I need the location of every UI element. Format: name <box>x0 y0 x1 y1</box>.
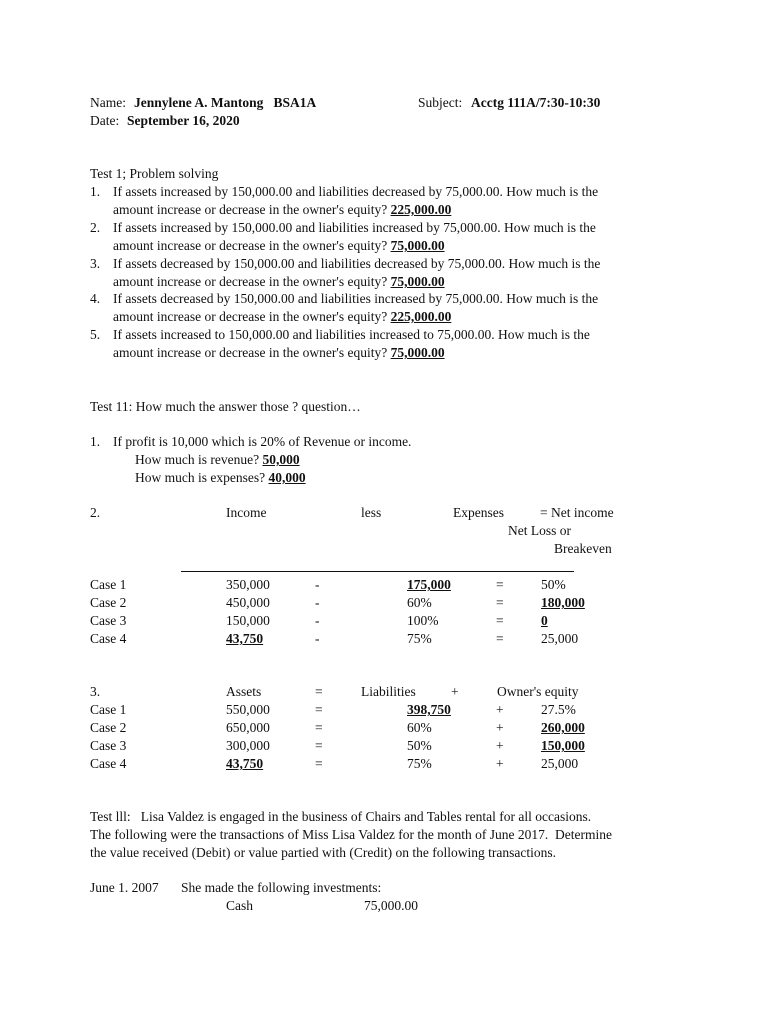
name-label: Name: <box>90 95 126 110</box>
case-label: Case 3 <box>90 613 127 628</box>
item-number: 3. <box>90 256 101 271</box>
subject-label: Subject: <box>418 95 463 110</box>
answer: 75,000.00 <box>390 238 445 253</box>
question-line-2 <box>113 344 445 361</box>
question-text: amount increase or decrease in the owner's equity? <box>113 274 388 289</box>
question-text: amount increase or decrease in the owner's equity? <box>113 202 388 217</box>
minus-sign: - <box>315 595 320 610</box>
q3-header-liabilities: Liabilities <box>361 684 416 699</box>
assets-value: 550,000 <box>226 702 270 717</box>
equals-sign: = <box>496 613 504 628</box>
income-value: 450,000 <box>226 595 270 610</box>
june-text: She made the following investments: <box>181 880 382 895</box>
q2-number: 2. <box>90 505 101 520</box>
q2-header-expenses: Expenses <box>453 505 504 520</box>
expenses-answer: 40,000 <box>268 470 306 485</box>
question-line: If assets increased by 150,000.00 and liabilities increased by 75,000.00. How much is the <box>113 220 596 235</box>
case-label: Case 1 <box>90 577 127 592</box>
q3-header-plus: + <box>451 684 459 699</box>
q2-header-rule <box>181 571 574 572</box>
income-value: 350,000 <box>226 577 270 592</box>
test3-line-2: The following were the transactions of Miss Lisa Valdez for the month of June 2017. Determine <box>90 827 612 842</box>
cash-value: 75,000.00 <box>364 898 418 913</box>
equity-value: 25,000 <box>541 756 579 771</box>
subject-value: Acctg 111A/7:30-10:30 <box>471 95 601 110</box>
q2-header-less: less <box>361 505 382 520</box>
question-line-2 <box>113 201 451 218</box>
item-number: 5. <box>90 327 101 342</box>
expenses-value: 60% <box>407 595 432 610</box>
question-text: amount increase or decrease in the owner's equity? <box>113 345 388 360</box>
minus-sign: - <box>315 613 320 628</box>
revenue-answer: 50,000 <box>262 452 300 467</box>
q3-header-assets: Assets <box>226 684 262 699</box>
q2-header-breakeven: Breakeven <box>554 541 612 556</box>
equals-sign: = <box>315 738 323 753</box>
minus-sign: - <box>315 631 320 646</box>
test1-title: Test 1; Problem solving <box>90 166 219 181</box>
case-label: Case 4 <box>90 631 127 646</box>
revenue-question: How much is revenue? <box>135 452 260 467</box>
equals-sign: = <box>496 577 504 592</box>
result-value: 180,000 <box>541 595 585 610</box>
income-value: 150,000 <box>226 613 270 628</box>
answer: 225,000.00 <box>390 309 452 324</box>
result-value: 50% <box>541 577 566 592</box>
test3-line-3: the value received (Debit) or value partied with (Credit) on the following transactions. <box>90 845 556 860</box>
question-line: If assets increased by 150,000.00 and liabilities decreased by 75,000.00. How much is the <box>113 184 599 199</box>
test3-line-1: Test lll: Lisa Valdez is engaged in the business of Chairs and Tables rental for all occasions. <box>90 809 592 824</box>
equity-value: 150,000 <box>541 738 585 753</box>
plus-sign: + <box>496 720 504 735</box>
q2-header-net-income: = Net income <box>540 505 614 520</box>
plus-sign: + <box>496 738 504 753</box>
equals-sign: = <box>315 720 323 735</box>
q1-revenue-line <box>135 451 300 468</box>
income-value: 43,750 <box>226 631 264 646</box>
assets-value: 43,750 <box>226 756 264 771</box>
q2-header-net-loss: Net Loss or <box>508 523 571 538</box>
liabilities-value: 398,750 <box>407 702 451 717</box>
question-line-2 <box>113 308 451 325</box>
q2-header-income: Income <box>226 505 267 520</box>
question-line-2 <box>113 237 445 254</box>
item-number: 1. <box>90 184 101 199</box>
q1-expenses-line <box>135 469 306 486</box>
plus-sign: + <box>496 702 504 717</box>
expenses-question: How much is expenses? <box>135 470 266 485</box>
equals-sign: = <box>496 631 504 646</box>
case-label: Case 4 <box>90 756 127 771</box>
cash-label: Cash <box>226 898 253 913</box>
equals-sign: = <box>315 702 323 717</box>
expenses-value: 100% <box>407 613 439 628</box>
student-name: Jennylene A. Mantong BSA1A <box>134 95 317 110</box>
june-date: June 1. 2007 <box>90 880 159 895</box>
question-text: amount increase or decrease in the owner's equity? <box>113 238 388 253</box>
expenses-value: 175,000 <box>407 577 451 592</box>
assets-value: 300,000 <box>226 738 270 753</box>
case-label: Case 3 <box>90 738 127 753</box>
plus-sign: + <box>496 756 504 771</box>
question-line: If assets increased to 150,000.00 and liabilities increased to 75,000.00. How much is the <box>113 327 590 342</box>
result-value: 25,000 <box>541 631 579 646</box>
item-number: 4. <box>90 291 101 306</box>
equals-sign: = <box>496 595 504 610</box>
liabilities-value: 50% <box>407 738 432 753</box>
question-line: If assets decreased by 150,000.00 and liabilities increased by 75,000.00. How much is the <box>113 291 599 306</box>
q1-text: If profit is 10,000 which is 20% of Revenue or income. <box>113 434 412 449</box>
minus-sign: - <box>315 577 320 592</box>
liabilities-value: 60% <box>407 720 432 735</box>
case-label: Case 2 <box>90 720 127 735</box>
question-line-2 <box>113 273 445 290</box>
question-line: If assets decreased by 150,000.00 and liabilities decreased by 75,000.00. How much is the <box>113 256 601 271</box>
answer: 75,000.00 <box>390 274 445 289</box>
case-label: Case 2 <box>90 595 127 610</box>
equals-sign: = <box>315 756 323 771</box>
test2-title: Test 11: How much the answer those ? question… <box>90 399 361 414</box>
q3-header-equals: = <box>315 684 323 699</box>
liabilities-value: 75% <box>407 756 432 771</box>
answer: 75,000.00 <box>390 345 445 360</box>
item-number: 2. <box>90 220 101 235</box>
result-value: 0 <box>541 613 548 628</box>
assets-value: 650,000 <box>226 720 270 735</box>
equity-value: 27.5% <box>541 702 576 717</box>
q1-number: 1. <box>90 434 101 449</box>
date-label: Date: <box>90 113 120 128</box>
equity-value: 260,000 <box>541 720 585 735</box>
q3-number: 3. <box>90 684 101 699</box>
answer: 225,000.00 <box>390 202 452 217</box>
date-value: September 16, 2020 <box>127 113 240 128</box>
question-text: amount increase or decrease in the owner's equity? <box>113 309 388 324</box>
case-label: Case 1 <box>90 702 127 717</box>
q3-header-equity: Owner's equity <box>497 684 579 699</box>
expenses-value: 75% <box>407 631 432 646</box>
